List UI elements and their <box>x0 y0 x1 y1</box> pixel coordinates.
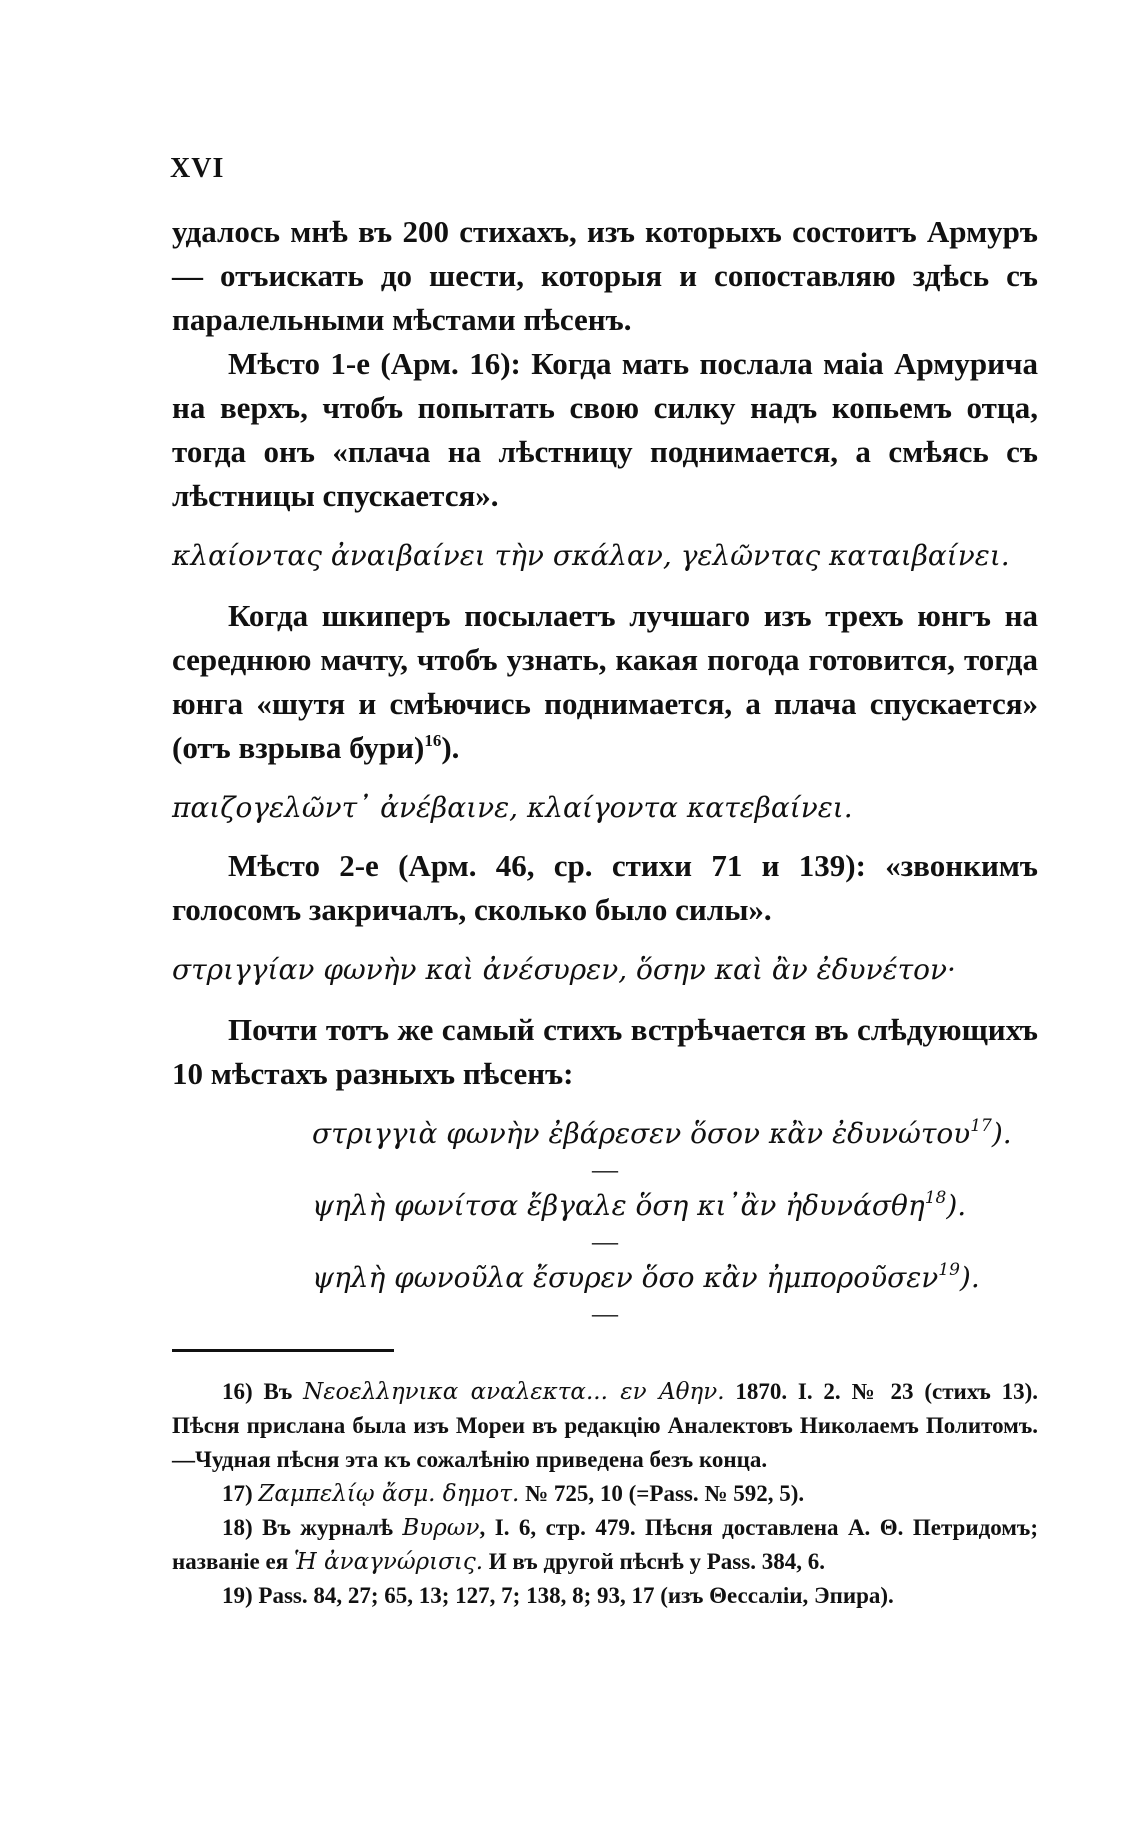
footnote-17-greek: Ζαμπελίῳ ἄσμ. δημοτ. <box>258 1481 520 1507</box>
footnote-19: 19) Pass. 84, 27; 65, 13; 127, 7; 138, 8; 93, 17 (изъ Θессаліи, Эпира). <box>222 1583 894 1608</box>
footnote-16 <box>172 1375 1038 1477</box>
footnote-16-label: 16) Въ <box>222 1379 293 1404</box>
footnote-rule <box>172 1349 394 1352</box>
greek-quote-2: παιζογελῶντ᾽ ἀνέβαινε, κλαίγοντα κατεβαίνει. <box>172 791 853 824</box>
main-text <box>172 210 1038 1328</box>
greek-verse-17-text: στριγγιὰ φωνὴν ἐβάρεσεν ὅσον κἂν ἐδυνώτου <box>312 1117 971 1150</box>
greek-verse-19-text: ψηλὴ φωνοῦλα ἔσυρεν ὅσο κἂν ἠμποροῦσεν <box>312 1261 939 1294</box>
paragraph-1: удалось мнѣ въ 200 стихахъ, изъ которыхъ состоитъ Армуръ— отъискать до шести, которыя и сопоставляю здѣсь съ паралельными мѣстами пѣсенъ. <box>172 214 1038 337</box>
footnote-17 <box>172 1477 1038 1511</box>
greek-verse-17 <box>172 1112 1038 1156</box>
greek-quote-1: κλαίοντας ἀναιβαίνει τὴν σκάλαν, γελῶντας καταιβαίνει. <box>172 539 1010 572</box>
greek-quote-3: στριγγίαν φωνὴν καὶ ἀνέσυρεν, ὅσην καὶ ἂν ἐδυνέτον· <box>172 953 956 986</box>
footnote-ref-17: 17 <box>970 1116 992 1136</box>
footnote-ref-16: 16 <box>424 731 442 750</box>
footnote-16-text: 1870. I. 2. № 23 (стихъ 13). Пѣсня прислана была изъ Мореи въ редакцію Аналектовъ Николаемъ Политомъ.—Чудная пѣсня эта къ сожалѣнію приведена безъ конца. <box>172 1379 1039 1472</box>
footnote-17-label: 17) <box>222 1481 253 1506</box>
greek-verse-19 <box>172 1256 1038 1300</box>
paragraph-5: Почти тотъ же самый стихъ встрѣчается въ слѣдующихъ 10 мѣстахъ разныхъ пѣсенъ: <box>172 1012 1038 1091</box>
page-number: XVI <box>170 153 225 184</box>
paragraph-3 <box>172 594 1038 770</box>
greek-verse-18-text: ψηλὴ φωνίτσα ἔβγαλε ὅση κι᾽ἂν ἠδυνάσθη <box>312 1189 925 1222</box>
footnote-18-greek-1: Βυρων <box>402 1515 480 1541</box>
paragraph-3-text: Когда шкиперъ посылаетъ лучшаго изъ трехъ юнгъ на середнюю мачту, чтобъ узнать, какая погода готовится, тогда юнга «шутя и смѣючись поднимается, а плача спускается» (отъ взрыва бури) <box>172 598 1038 765</box>
paragraph-3-end: ). <box>441 730 460 765</box>
footnote-18-text-end: И въ другой пѣснѣ у Pass. 384, 6. <box>488 1549 825 1574</box>
footnote-18-greek-2: Ἡ ἀναγνώρισις. <box>293 1549 484 1575</box>
footnote-16-greek: Νεοελληνικα αναλεκτα... εν Αθην. <box>303 1379 725 1405</box>
greek-verse-18 <box>172 1184 1038 1228</box>
footnotes <box>172 1375 1038 1613</box>
greek-verse-19-close: ). <box>959 1261 980 1294</box>
footnote-18-text: , I. 6, стр. 479. Пѣсня доставлена А. Θ. Петридомъ; названіе ея <box>172 1515 1038 1574</box>
verse-separator: — <box>592 1299 618 1328</box>
footnote-17-text: № 725, 10 (=Pass. № 592, 5). <box>525 1481 805 1506</box>
greek-verse-18-close: ). <box>946 1189 967 1222</box>
verse-separator: — <box>592 1227 618 1256</box>
footnote-ref-18: 18 <box>924 1188 947 1208</box>
paragraph-4: Мѣсто 2-е (Арм. 46, ср. стихи 71 и 139): «звонкимъ голосомъ закричалъ, сколько было силы». <box>172 848 1038 927</box>
verse-separator: — <box>592 1155 618 1184</box>
footnote-18-label: 18) Въ журналѣ <box>222 1515 393 1540</box>
paragraph-2: Мѣсто 1-е (Арм. 16): Когда мать послала маіа Армурича на верхъ, чтобъ попытать свою силку надъ копьемъ отца, тогда онъ «плача на лѣстницу поднимается, а смѣясь съ лѣстницы спускается». <box>172 346 1038 513</box>
footnote-18 <box>172 1511 1038 1579</box>
greek-verse-list <box>172 1112 1038 1328</box>
greek-verse-17-close: ). <box>991 1117 1012 1150</box>
footnote-ref-19: 19 <box>938 1260 960 1280</box>
